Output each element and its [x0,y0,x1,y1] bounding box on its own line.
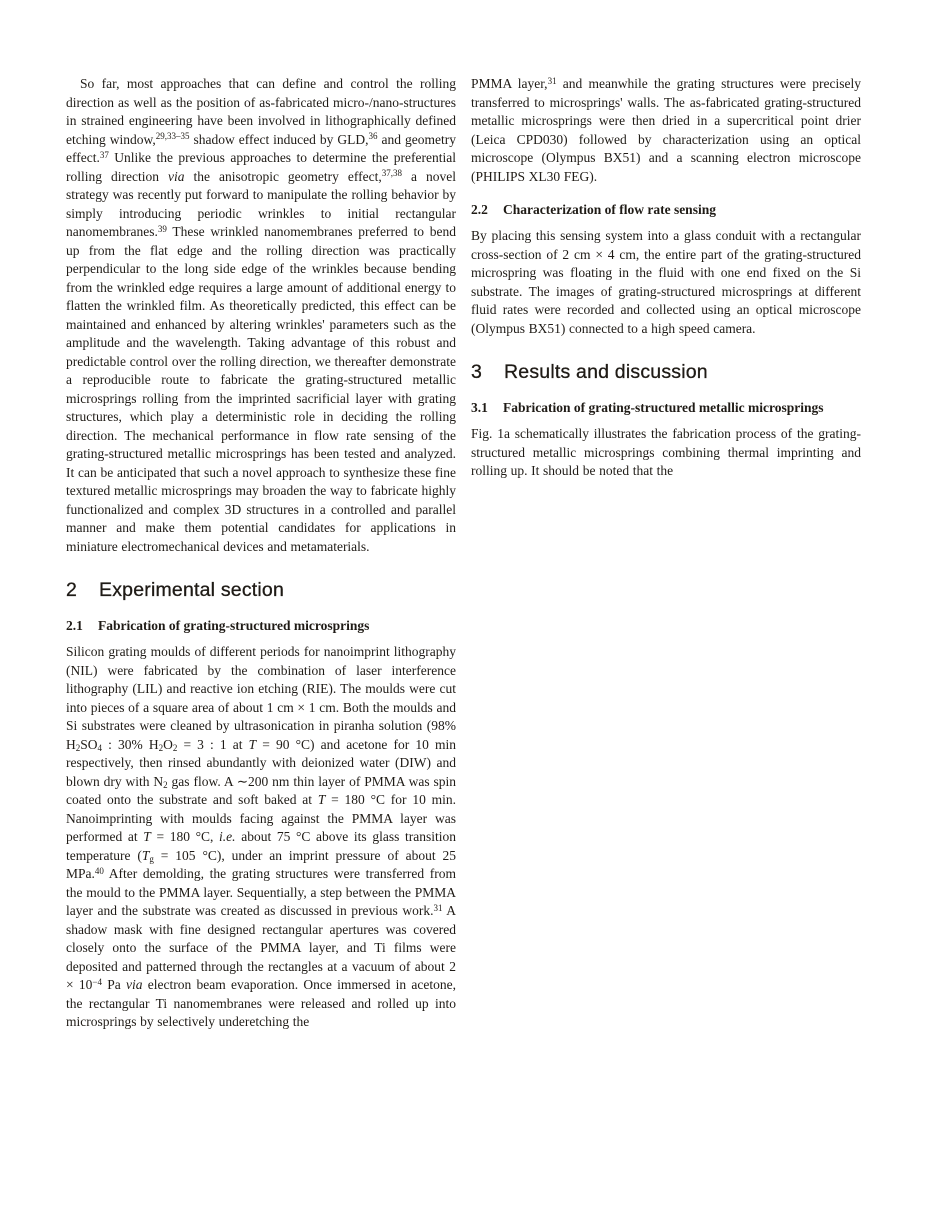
citation-ref: 36 [368,131,378,141]
subsection-heading [66,617,456,634]
italic-text: T [143,829,151,844]
italic-text: i.e. [219,829,236,844]
section-number: 2.1 [66,618,83,633]
citation-ref: 37 [99,149,109,160]
italic-text: via [167,168,185,184]
section-title: Results and discussion [504,361,708,383]
citation-ref: 29,33–35 [155,131,190,141]
subscript: g [149,854,154,864]
section-heading [471,360,861,384]
section-title: Experimental section [99,579,285,601]
subsection-heading [471,399,861,416]
section-number: 3.1 [471,400,488,415]
subscript: 2 [172,743,178,753]
subscript: 2 [158,743,164,753]
section-number: 3 [471,361,483,383]
paragraph: PMMA layer,$^{31}$ and meanwhile the grating structures were precisely transferred to microsprings' walls. The as-fabricated grating-structured metallic microsprings were then dried in a supercritical point drier (Leica CPD030) followed by characterization using an optical microscope (Olympus BX51) and a scanning electron microscope (PHILIPS XL30 FEG). [471,75,862,184]
paragraph: By placing this sensing system into a glass conduit with a rectangular cross-section of 2 cm × 4 cm, the entire part of the grating-structured microspring was floating in the fluid with one end fixed on the Si substrate. The images of grating-structured microsprings at different fluid rates were recorded and collected using an optical microscope (Olympus BX51) connected to a high speed camera. [471,228,861,336]
right-column [471,75,861,481]
subscript: 2 [75,743,81,753]
italic-text: T [317,792,326,807]
paragraph: So far, most approaches that can define and control the rolling direction as well as the position of as-fabricated micro-/nano-structures in strained engineering have been involved in lithographically defined etching window,$^{29,33-35}$ shadow effect induced by GLD,$^{36}$ and geometry effect.$^{37}$ Unlike the previous approaches to determine the preferential rolling direction via the anisotropic geometry effect,$^{37,38}$ a novel strategy was recently put forward to manipulate the rolling behavior by simply introducing periodic wrinkles to initial rectangular nanomembranes.$^{39}$ These wrinkled nanomembranes preferred to bend up from the flat edge and the rolling direction was practically perpendicular to the long side edge of the wrinkles because bending from the wrinkled edge requires a large amount of additional energy to flatten the wrinkled film. As theoretically predicted, this effect can be maintained and enhanced by altering wrinkles' parameters such as the amplitude and the wavelength. Taking advantage of this robust and predictable control over the rolling direction, we thereafter demonstrate a reproducible route to fabricate the grating-structured metallic microsprings rolling from the imprinted sacrificial layer with grating structures, which play a deterministic role in deciding the rolling direction. The mechanical performance in flow rate sensing of the grating-structured metallic microsprings has been tested and analyzed. It can be anticipated that such a novel approach to synthesize these fine textured metallic microsprings may broaden the way to fabricate highly functionalized and complex 3D structures in a controlled and parallel manner and make them potential candidates for applications in miniature electromechanical devices and metamaterials. [66,76,456,554]
subsection-heading [471,201,861,218]
paragraph: Silicon grating moulds of different periods for nanoimprint lithography (NIL) were fabricated by the combination of laser interference lithography (LIL) and reactive ion etching (RIE). The moulds were cut into pieces of a square area of about 1 cm × 1 cm. Both the moulds and Si substrates were cleaned by ultrasonication in piranha solution (98% $H_2SO_4$ : 30% $H_2O_2 = 3$ : 1 at T = 90 °C) and acetone for 10 min respectively, then rinsed abundantly with deionized water (DIW) and blown dry with $N_2$ gas flow. A ∼200 nm thin layer of PMMA was spin coated onto the substrate and soft baked at T = 180 °C for 10 min. Nanoimprinting with moulds facing against the PMMA layer was performed at T = 180 °C, i.e. about 75 °C above its glass transition temperature ($T_g = 105$ °C), under an imprint pressure of about 25 MPa.$^{40}$ After demolding, the grating structures were transferred from the mould to the PMMA layer. Sequentially, a step between the PMMA layer and the substrate was created as discussed in previous work.$^{31}$ A shadow mask with fine designed rectangular apertures was covered closely onto the surface of the PMMA layer, and Ti films were deposited and patterned through the rectangles at a vacuum of about $2 \times 10^{-4}$ Pa via electron beam evaporation. Once immersed in acetone, the rectangular Ti nanomembranes were released and rolled up into microsprings by selectively underetching the [66,644,457,1029]
section-title: Fabrication of grating-structured metallic microsprings [503,400,824,415]
section-title: Characterization of flow rate sensing [503,202,716,217]
left-column [66,75,456,1032]
section-number: 2.2 [471,202,488,217]
section-title: Fabrication of grating-structured microsprings [98,618,370,633]
subscript: 4 [97,743,103,753]
italic-text: via [126,977,143,992]
citation-ref: 39 [157,223,167,234]
italic-text: T [141,847,150,863]
citation-ref: 31 [547,75,557,86]
citation-ref: 37,38 [381,168,403,178]
section-number: 2 [66,579,78,601]
citation-ref: 31 [433,902,443,913]
citation-ref: 40 [94,865,104,876]
subscript: 2 [163,780,168,790]
paragraph: Fig. 1a schematically illustrates the fabrication process of the grating-structured metallic microsprings combining thermal imprinting and rolling up. It should be noted that the [471,426,861,478]
section-heading [66,578,456,602]
italic-text: T [248,736,257,752]
citation-ref: −4 [92,976,102,987]
